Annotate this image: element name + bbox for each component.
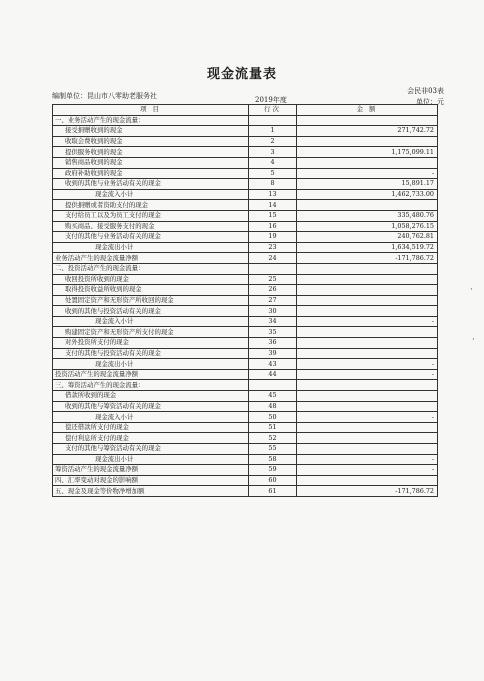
table-row [53,242,438,253]
row-item-label: 销售商品收到的现金 [53,157,249,168]
row-item-label: 五、现金及现金等价物净增加额 [53,486,249,497]
row-item-label: 现金流入小计 [53,189,249,200]
row-amount: -171,786.72 [297,486,438,497]
row-amount [297,475,438,486]
table-row [53,168,438,179]
row-item-label: 购买商品、接受服务支付的现金 [53,221,249,232]
row-number: 60 [249,475,297,486]
row-number: 52 [249,433,297,444]
row-item-label: 对外投资所支付的现金 [53,338,249,349]
table-row [53,486,438,497]
table-row [53,274,438,285]
organization-label: 编制单位：昆山市八零助老服务社 [52,92,157,100]
row-amount: 1,634,519.72 [297,242,438,253]
row-number: 43 [249,359,297,370]
table-row [53,253,438,264]
form-code: 会民非03表 [407,87,444,95]
row-item-label: 收回投资所收到的现金 [53,274,249,285]
currency-unit: 单位：元 [416,98,444,106]
row-number: 45 [249,391,297,402]
row-number: 30 [249,306,297,317]
row-amount [297,157,438,168]
row-item-label: 现金流出小计 [53,242,249,253]
row-item-label: 收到的其他与业务活动有关的现金 [53,179,249,190]
row-item-label: 四、汇率变动对现金的影响额 [53,475,249,486]
table-row [53,157,438,168]
row-number: 2 [249,136,297,147]
row-number: 61 [249,486,297,497]
table-row [53,454,438,465]
row-item-label: 二、投资活动产生的现金流量： [53,263,249,274]
table-header-row [53,105,438,116]
row-amount [297,422,438,433]
row-amount [297,274,438,285]
row-item-label: 收到的其他与筹资活动有关的现金 [53,401,249,412]
table-row [53,285,438,296]
table-row [53,232,438,243]
row-number: 27 [249,295,297,306]
row-number: 19 [249,232,297,243]
row-number: 4 [249,157,297,168]
row-amount [297,285,438,296]
row-amount [297,295,438,306]
row-number: 3 [249,147,297,158]
row-item-label: 购建固定资产和无形资产所支付的现金 [53,327,249,338]
row-item-label: 偿付利息所支付的现金 [53,433,249,444]
row-item-label: 投资活动产生的现金流量净额 [53,369,249,380]
row-amount [297,327,438,338]
row-amount [297,136,438,147]
row-item-label: 收取会费收到的现金 [53,136,249,147]
row-item-label: 现金流入小计 [53,412,249,423]
row-number: 8 [249,179,297,190]
row-item-label: 现金流出小计 [53,359,249,370]
row-number: 55 [249,444,297,455]
row-amount: -171,786.72 [297,253,438,264]
row-item-label: 借款所收到的现金 [53,391,249,402]
row-amount [297,200,438,211]
column-header-item: 项 目 [53,105,249,116]
table-row [53,475,438,486]
table-row [53,391,438,402]
row-number: 5 [249,168,297,179]
table-row [53,316,438,327]
table-row [53,444,438,455]
row-item-label: 支付给员工以及为员工支付的现金 [53,210,249,221]
row-amount: - [297,168,438,179]
row-number: 23 [249,242,297,253]
row-item-label: 支付的其他与投资活动有关的现金 [53,348,249,359]
row-number: 1 [249,126,297,137]
row-item-label: 处置固定资产和无形资产所收回的现金 [53,295,249,306]
table-row [53,221,438,232]
margin-mark-icon: · [472,335,475,345]
table-row [53,126,438,137]
row-amount [297,391,438,402]
table-row [53,433,438,444]
row-number: 59 [249,465,297,476]
row-amount: 240,762.81 [297,232,438,243]
row-item-label: 政府补助收到的现金 [53,168,249,179]
row-number: 50 [249,412,297,423]
row-amount: - [297,465,438,476]
row-amount: - [297,316,438,327]
table-body [53,115,438,496]
row-number: 51 [249,422,297,433]
row-number: 24 [249,253,297,264]
row-number: 36 [249,338,297,349]
table-row [53,422,438,433]
row-number [249,263,297,274]
row-amount [297,401,438,412]
row-number [249,380,297,391]
row-amount: - [297,369,438,380]
row-item-label: 支付的其他与筹资活动有关的现金 [53,444,249,455]
row-number: 34 [249,316,297,327]
table-row [53,295,438,306]
row-number: 16 [249,221,297,232]
row-number: 58 [249,454,297,465]
row-item-label: 筹资活动产生的现金流量净额 [53,465,249,476]
row-item-label: 提供服务收到的现金 [53,147,249,158]
row-number: 26 [249,285,297,296]
column-header-row-no: 行次 [249,105,297,116]
row-amount [297,115,438,126]
table-row [53,115,438,126]
table-row [53,401,438,412]
row-amount [297,338,438,349]
table-row [53,338,438,349]
page-title: 现金流量表 [206,67,277,82]
table-row [53,359,438,370]
row-number: 13 [249,189,297,200]
row-amount: 271,742.72 [297,126,438,137]
report-year: 2019年度 [255,96,287,104]
row-amount: 1,175,099.11 [297,147,438,158]
row-amount [297,444,438,455]
row-number: 14 [249,200,297,211]
row-number: 25 [249,274,297,285]
table-row [53,369,438,380]
row-number: 44 [249,369,297,380]
row-item-label: 支付的其他与业务活动有关的现金 [53,232,249,243]
table-row [53,136,438,147]
table-row [53,412,438,423]
row-number: 48 [249,401,297,412]
row-number: 15 [249,210,297,221]
row-item-label: 业务活动产生的现金流量净额 [53,253,249,264]
table-row [53,348,438,359]
row-item-label: 接受捐赠收到的现金 [53,126,249,137]
row-amount: 1,462,733.00 [297,189,438,200]
table-row [53,200,438,211]
row-amount: 15,891.17 [297,179,438,190]
table-row [53,380,438,391]
row-amount [297,263,438,274]
row-item-label: 三、筹资活动产生的现金流量： [53,380,249,391]
row-amount: - [297,412,438,423]
table-row [53,210,438,221]
row-amount: - [297,359,438,370]
row-amount: - [297,454,438,465]
row-number: 35 [249,327,297,338]
margin-mark-icon: · [470,285,473,295]
row-item-label: 收到的其他与投资活动有关的现金 [53,306,249,317]
table-row [53,179,438,190]
table-row [53,327,438,338]
row-amount: 335,480.76 [297,210,438,221]
row-amount [297,380,438,391]
table-row [53,189,438,200]
row-item-label: 提供捐赠或者资助支付的现金 [53,200,249,211]
row-item-label: 现金流出小计 [53,454,249,465]
column-header-amount: 金 额 [297,105,438,116]
row-amount [297,348,438,359]
table-row [53,147,438,158]
row-item-label: 一、业务活动产生的现金流量： [53,115,249,126]
table-row [53,263,438,274]
row-amount [297,306,438,317]
row-amount [297,433,438,444]
row-number: 39 [249,348,297,359]
row-number [249,115,297,126]
row-item-label: 偿还借款所支付的现金 [53,422,249,433]
cash-flow-table [52,104,438,497]
row-item-label: 现金流入小计 [53,316,249,327]
table-row [53,465,438,476]
table-row [53,306,438,317]
row-item-label: 取得投资收益所收到的现金 [53,285,249,296]
row-amount: 1,058,276.15 [297,221,438,232]
